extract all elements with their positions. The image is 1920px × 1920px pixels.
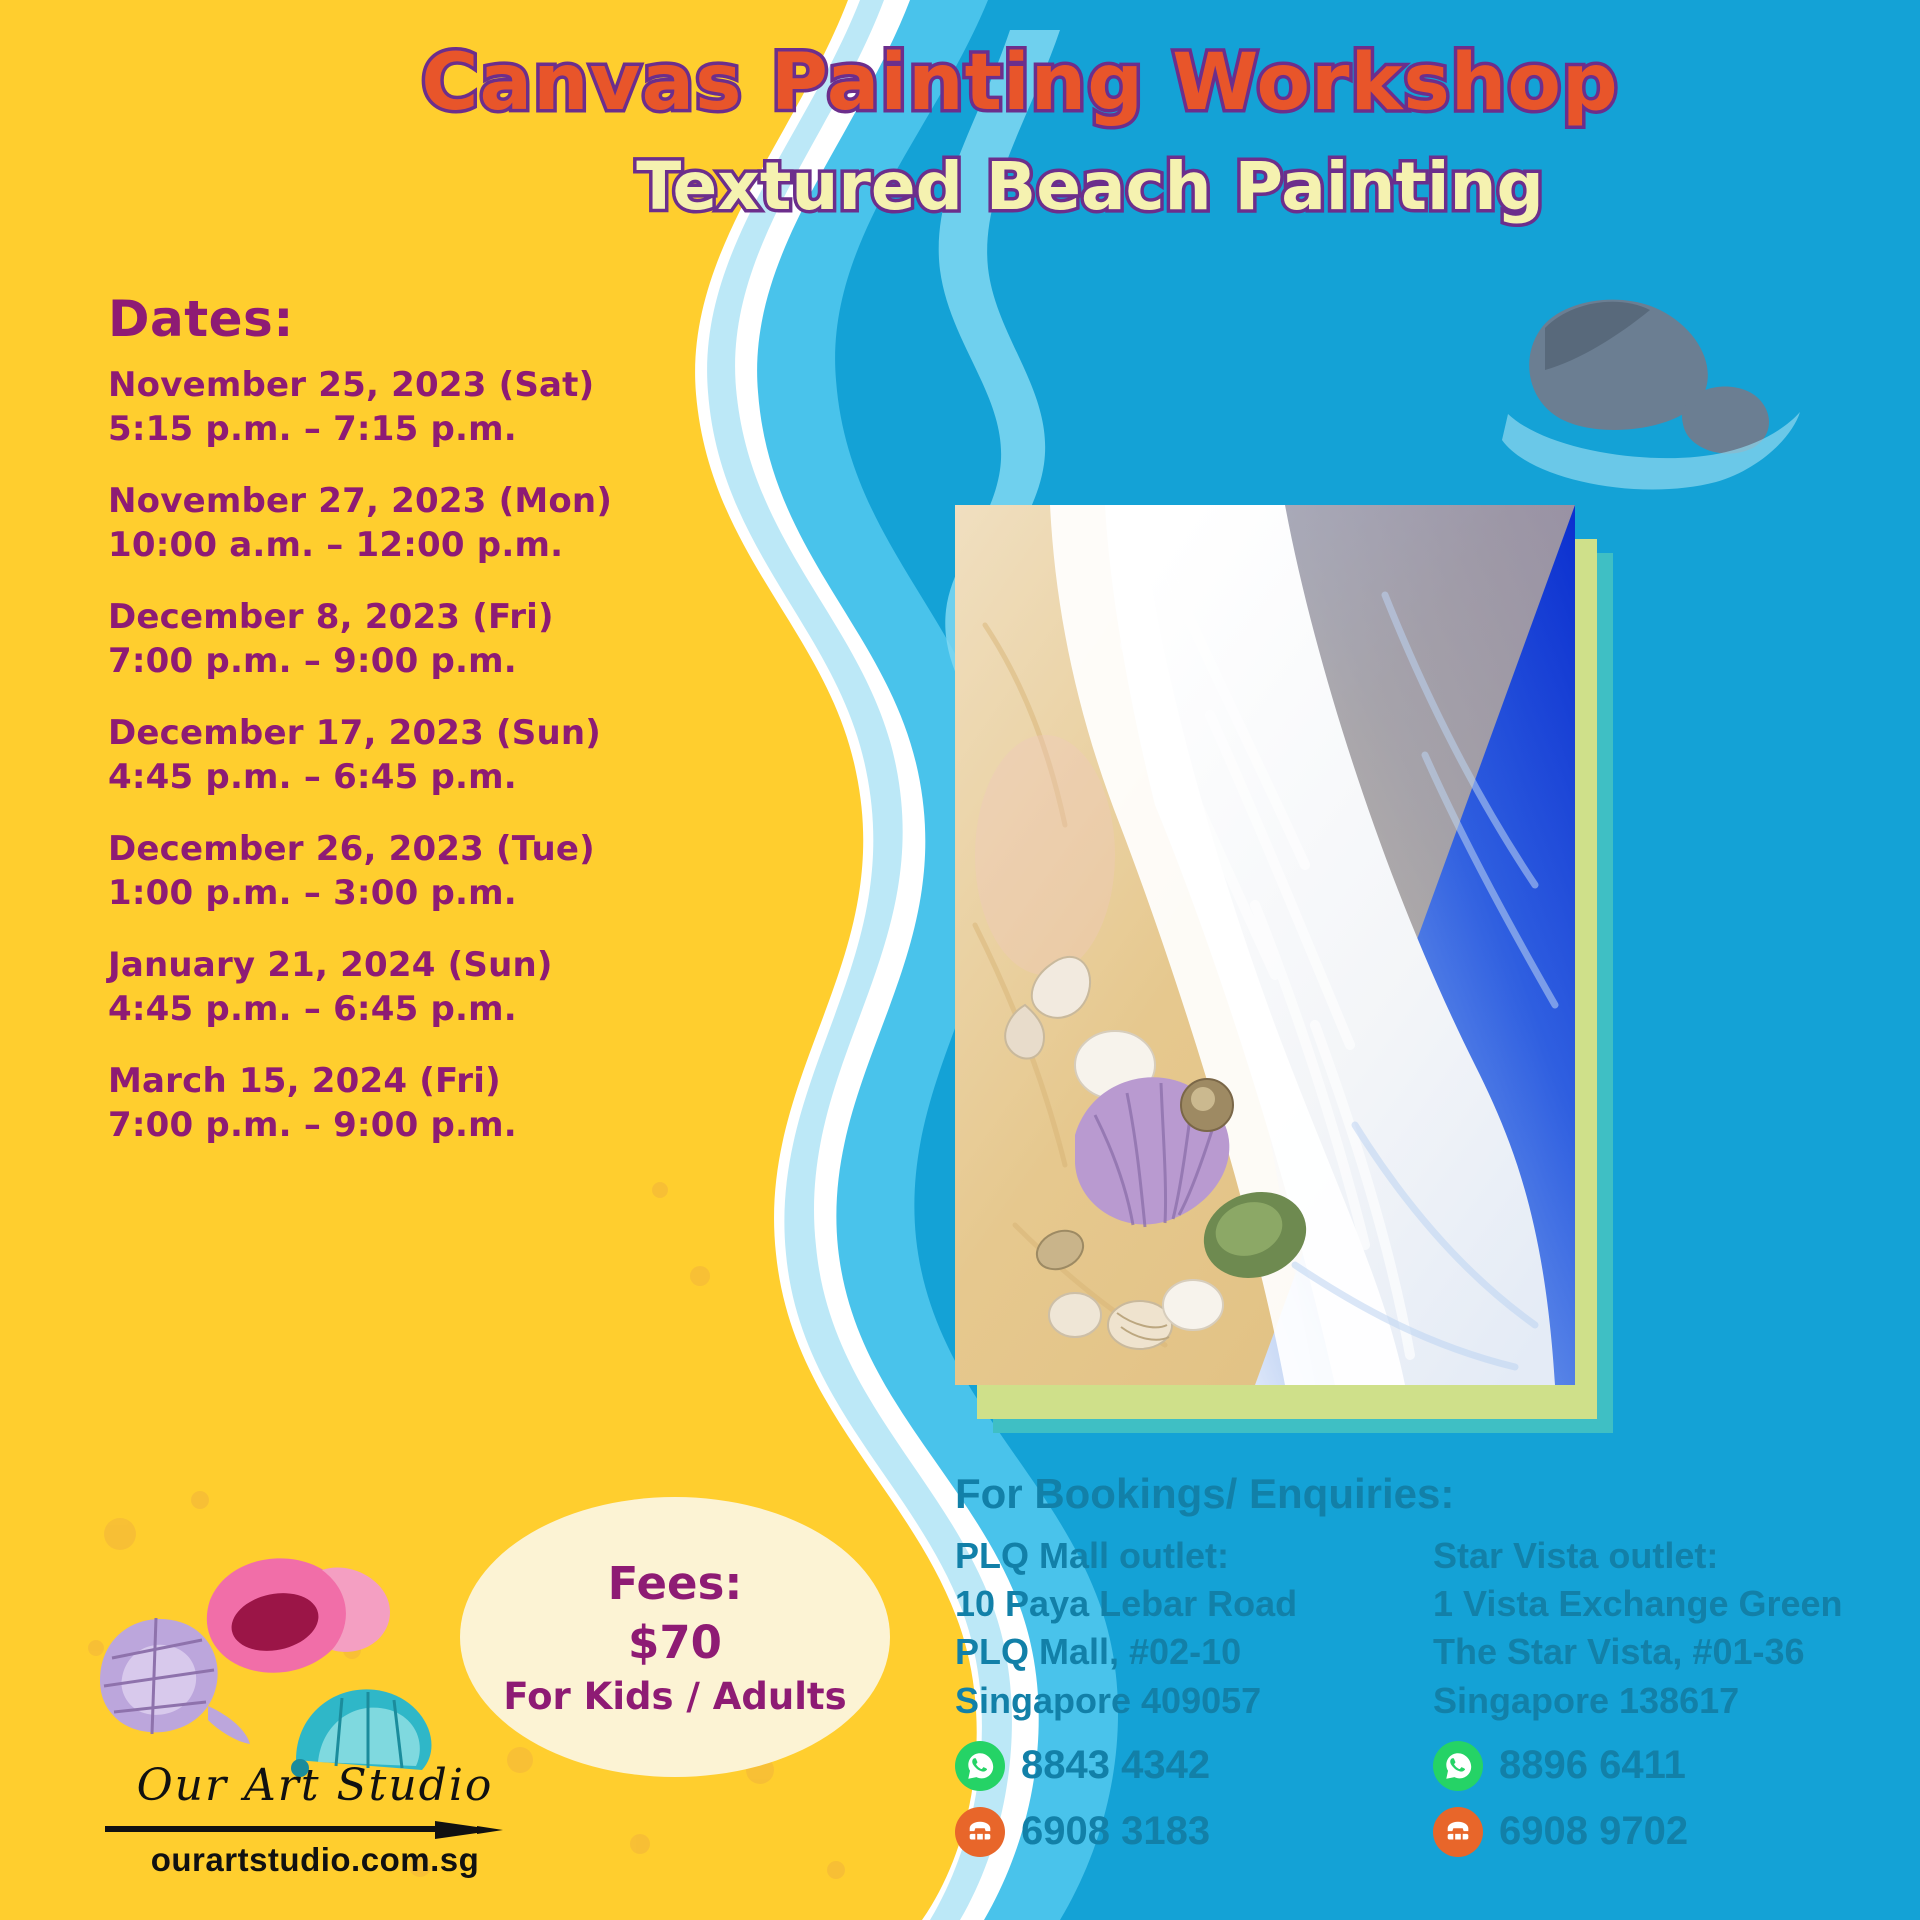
date-label: November 27, 2023 (Mon)	[108, 481, 613, 522]
phone-number: 6908 3183	[1021, 1809, 1211, 1854]
whatsapp-icon	[955, 1741, 1005, 1791]
date-time: 4:45 p.m. – 6:45 p.m.	[108, 988, 517, 1029]
whatsapp-contact[interactable]	[1433, 1741, 1863, 1791]
outlet-address-line-1: 10 Paya Lebar Road	[955, 1583, 1298, 1625]
phone-contact[interactable]	[1433, 1807, 1863, 1857]
date-time: 4:45 p.m. – 6:45 p.m.	[108, 756, 517, 797]
page-subtitle: Textured Beach Painting	[636, 148, 1544, 226]
pink-shell-icon	[207, 1558, 390, 1672]
brush-divider	[105, 1817, 525, 1839]
phone-contact[interactable]	[955, 1807, 1385, 1857]
page-title: Canvas Painting Workshop	[421, 38, 1619, 128]
date-time: 10:00 a.m. – 12:00 p.m.	[108, 524, 564, 565]
date-label: March 15, 2024 (Fri)	[108, 1061, 501, 1102]
date-entry	[108, 480, 748, 567]
date-label: December 17, 2023 (Sun)	[108, 713, 602, 754]
outlet-address-line-1: 1 Vista Exchange Green	[1433, 1583, 1843, 1625]
whatsapp-number: 8843 4342	[1021, 1743, 1211, 1788]
dates-section	[108, 290, 748, 1176]
date-time: 5:15 p.m. – 7:15 p.m.	[108, 408, 517, 449]
studio-name: Our Art Studio	[136, 1760, 494, 1811]
date-label: November 25, 2023 (Sat)	[108, 365, 595, 405]
outlet-name: PLQ Mall outlet:	[955, 1535, 1229, 1576]
outlet-address-line-2: PLQ Mall, #02-10	[955, 1631, 1242, 1673]
outlet-star-vista	[1433, 1532, 1863, 1857]
date-entry	[108, 364, 748, 451]
date-label: December 26, 2023 (Tue)	[108, 829, 595, 870]
fees-label: Fees:	[607, 1556, 743, 1610]
outlet-address-line-3: Singapore 409057	[955, 1679, 1262, 1721]
date-entry	[108, 596, 748, 683]
poster-header	[0, 40, 1920, 225]
outlet-address-line-2: The Star Vista, #01-36	[1433, 1631, 1805, 1673]
date-time: 7:00 p.m. – 9:00 p.m.	[108, 640, 517, 681]
telephone-icon	[1433, 1807, 1483, 1857]
fees-note: For Kids / Adults	[503, 1674, 847, 1718]
whatsapp-contact[interactable]	[955, 1741, 1385, 1791]
studio-logo	[105, 1760, 525, 1879]
fees-amount: $70	[628, 1615, 722, 1669]
date-label: December 8, 2023 (Fri)	[108, 597, 554, 638]
phone-number: 6908 9702	[1499, 1809, 1689, 1854]
painting-photo-frame	[955, 505, 1575, 1385]
date-time: 7:00 p.m. – 9:00 p.m.	[108, 1104, 517, 1145]
bookings-heading: For Bookings/ Enquiries:	[955, 1470, 1455, 1517]
outlet-plq-mall	[955, 1532, 1385, 1857]
decorative-shells	[60, 1530, 480, 1785]
outlet-address-line-3: Singapore 138617	[1433, 1679, 1740, 1721]
outlet-name: Star Vista outlet:	[1433, 1535, 1719, 1576]
bookings-section	[955, 1470, 1865, 1857]
date-entry	[108, 712, 748, 799]
studio-website: ourartstudio.com.sg	[150, 1841, 480, 1878]
date-entry	[108, 944, 748, 1031]
painting-photo	[955, 505, 1575, 1385]
date-entry	[108, 828, 748, 915]
date-label: January 21, 2024 (Sun)	[108, 945, 553, 986]
whatsapp-icon	[1433, 1741, 1483, 1791]
dates-heading: Dates:	[108, 290, 294, 348]
fees-badge	[460, 1497, 890, 1777]
telephone-icon	[955, 1807, 1005, 1857]
whatsapp-number: 8896 6411	[1499, 1743, 1686, 1788]
date-entry	[108, 1060, 748, 1147]
date-time: 1:00 p.m. – 3:00 p.m.	[108, 872, 517, 913]
